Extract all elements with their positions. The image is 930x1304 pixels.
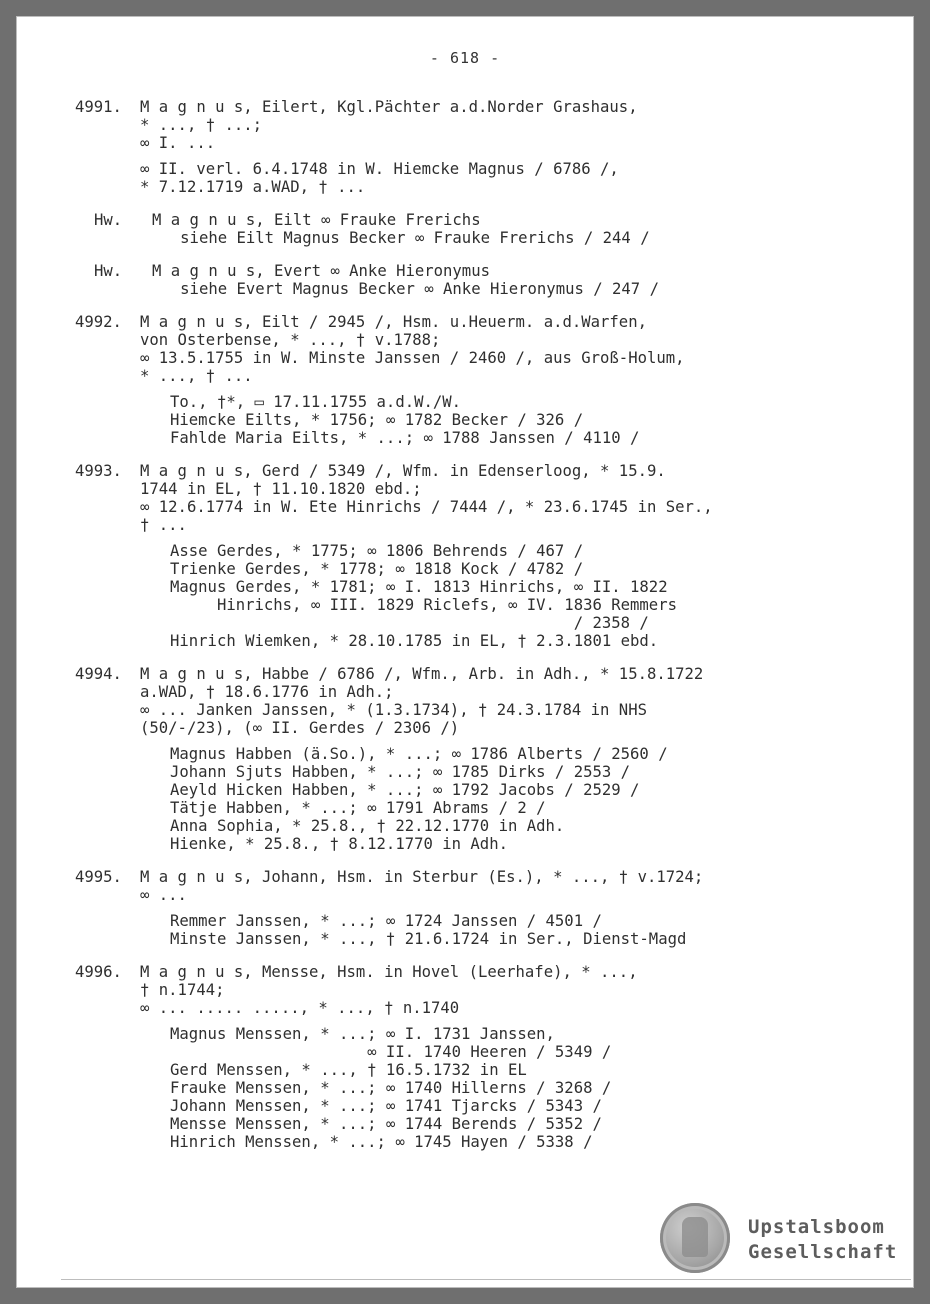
- child-line: Anna Sophia, * 25.8., † 22.12.1770 in Adh.: [170, 817, 565, 835]
- entry-line: ∞ ... Janken Janssen, * (1.3.1734), † 24.3.1784 in NHS: [140, 701, 647, 719]
- entry-number: 4996.: [75, 963, 122, 981]
- entry-line: * ..., † ...: [140, 367, 253, 385]
- entry-line: M a g n u s, Eilt / 2945 /, Hsm. u.Heuerm. a.d.Warfen,: [140, 313, 647, 331]
- entry-line: ∞ ... ..... ....., * ..., † n.1740: [140, 999, 460, 1017]
- entry-line: * 7.12.1719 a.WAD, † ...: [140, 178, 366, 196]
- child-line: Johann Sjuts Habben, * ...; ∞ 1785 Dirks / 2553 /: [170, 763, 631, 781]
- entry-line: * ..., † ...;: [140, 116, 263, 134]
- child-line: ∞ II. 1740 Heeren / 5349 /: [170, 1043, 612, 1061]
- entry-4995: [16, 868, 914, 948]
- child-line: Minste Janssen, * ..., † 21.6.1724 in Ser., Dienst-Magd: [170, 930, 687, 948]
- entry-number: Hw.: [94, 262, 123, 280]
- entry-line: M a g n u s, Eilert, Kgl.Pächter a.d.Norder Grashaus,: [140, 98, 638, 116]
- child-line: Hinrich Menssen, * ...; ∞ 1745 Hayen / 5338 /: [170, 1133, 593, 1151]
- entry-line: siehe Evert Magnus Becker ∞ Anke Hieronymus / 247 /: [152, 280, 659, 298]
- entry-line: M a g n u s, Gerd / 5349 /, Wfm. in Edenserloog, * 15.9.: [140, 462, 666, 480]
- child-line: / 2358 /: [170, 614, 649, 632]
- entry-hw-evert: [16, 262, 914, 298]
- child-line: To., †*, ▭ 17.11.1755 a.d.W./W.: [170, 393, 462, 411]
- child-line: Fahlde Maria Eilts, * ...; ∞ 1788 Janssen / 4110 /: [170, 429, 640, 447]
- entry-line: 1744 in EL, † 11.10.1820 ebd.;: [140, 480, 422, 498]
- entry-line: † n.1744;: [140, 981, 225, 999]
- child-line: Hinrich Wiemken, * 28.10.1785 in EL, † 2.3.1801 ebd.: [170, 632, 659, 650]
- entry-number: 4992.: [75, 313, 122, 331]
- page-number: - 618 -: [429, 49, 501, 67]
- child-line: Frauke Menssen, * ...; ∞ 1740 Hillerns / 3268 /: [170, 1079, 612, 1097]
- child-line: Magnus Menssen, * ...; ∞ I. 1731 Janssen,: [170, 1025, 555, 1043]
- entry-line: † ...: [140, 516, 187, 534]
- entry-line: M a g n u s, Evert ∞ Anke Hieronymus: [152, 262, 490, 280]
- child-line: Trienke Gerdes, * 1778; ∞ 1818 Kock / 4782 /: [170, 560, 584, 578]
- entry-4996: [16, 963, 914, 1151]
- entry-4992: [16, 313, 914, 447]
- entry-number: 4993.: [75, 462, 122, 480]
- brand-line-1: Upstalsboom: [748, 1216, 885, 1238]
- child-line: Tätje Habben, * ...; ∞ 1791 Abrams / 2 /: [170, 799, 546, 817]
- child-line: Magnus Habben (ä.So.), * ...; ∞ 1786 Alberts / 2560 /: [170, 745, 668, 763]
- entry-line: M a g n u s, Eilt ∞ Frauke Frerichs: [152, 211, 481, 229]
- entry-line: M a g n u s, Habbe / 6786 /, Wfm., Arb. in Adh., * 15.8.1722: [140, 665, 704, 683]
- child-line: Gerd Menssen, * ..., † 16.5.1732 in EL: [170, 1061, 527, 1079]
- child-line: Mensse Menssen, * ...; ∞ 1744 Berends / 5352 /: [170, 1115, 602, 1133]
- entry-line: ∞ II. verl. 6.4.1748 in W. Hiemcke Magnus / 6786 /,: [140, 160, 619, 178]
- child-line: Magnus Gerdes, * 1781; ∞ I. 1813 Hinrichs, ∞ II. 1822: [170, 578, 668, 596]
- entry-4994: [16, 665, 914, 853]
- entry-4993: [16, 462, 914, 650]
- entry-number: 4995.: [75, 868, 122, 886]
- child-line: Remmer Janssen, * ...; ∞ 1724 Janssen / 4501 /: [170, 912, 602, 930]
- entry-line: a.WAD, † 18.6.1776 in Adh.;: [140, 683, 394, 701]
- footer-divider: [61, 1279, 911, 1280]
- entry-line: M a g n u s, Mensse, Hsm. in Hovel (Leerhafe), * ...,: [140, 963, 638, 981]
- entry-line: ∞ 13.5.1755 in W. Minste Janssen / 2460 /, aus Groß-Holum,: [140, 349, 685, 367]
- brand-logo: [748, 1215, 897, 1265]
- entry-4991: [16, 98, 914, 196]
- child-line: Aeyld Hicken Habben, * ...; ∞ 1792 Jacobs / 2529 /: [170, 781, 640, 799]
- document-page: [16, 16, 914, 1288]
- entry-number: 4991.: [75, 98, 122, 116]
- entry-line: ∞ ...: [140, 886, 187, 904]
- entry-line: ∞ I. ...: [140, 134, 216, 152]
- entry-number: 4994.: [75, 665, 122, 683]
- entry-number: Hw.: [94, 211, 123, 229]
- entry-hw-eilt: [16, 211, 914, 247]
- child-line: Johann Menssen, * ...; ∞ 1741 Tjarcks / 5343 /: [170, 1097, 602, 1115]
- seal-logo-icon: [660, 1203, 730, 1273]
- child-line: Hiemcke Eilts, * 1756; ∞ 1782 Becker / 326 /: [170, 411, 584, 429]
- child-line: Hinrichs, ∞ III. 1829 Riclefs, ∞ IV. 1836 Remmers: [170, 596, 677, 614]
- brand-line-2: Gesellschaft: [748, 1241, 898, 1263]
- entry-line: ∞ 12.6.1774 in W. Ete Hinrichs / 7444 /, * 23.6.1745 in Ser.,: [140, 498, 713, 516]
- entry-line: siehe Eilt Magnus Becker ∞ Frauke Frerichs / 244 /: [152, 229, 650, 247]
- entry-line: M a g n u s, Johann, Hsm. in Sterbur (Es.), * ..., † v.1724;: [140, 868, 704, 886]
- entry-line: von Osterbense, * ..., † v.1788;: [140, 331, 441, 349]
- genealogy-entries: [16, 98, 914, 1166]
- child-line: Asse Gerdes, * 1775; ∞ 1806 Behrends / 467 /: [170, 542, 584, 560]
- entry-line: (50/-/23), (∞ II. Gerdes / 2306 /): [140, 719, 460, 737]
- child-line: Hienke, * 25.8., † 8.12.1770 in Adh.: [170, 835, 508, 853]
